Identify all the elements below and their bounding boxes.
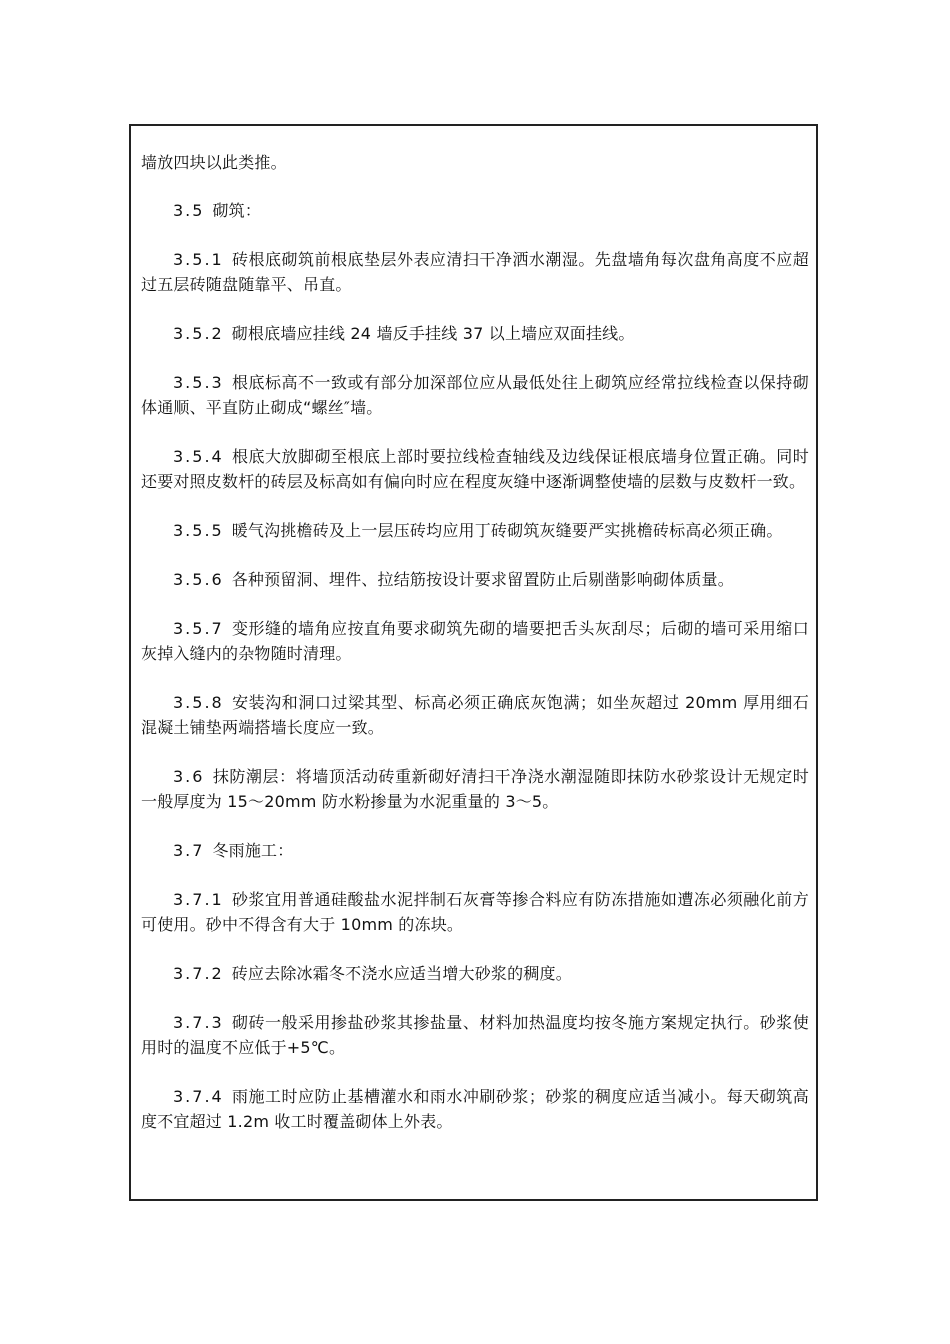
- clause-text: 各种预留洞、埋件、拉结筋按设计要求留置防止后剔凿影响砌体质量。: [231, 570, 734, 589]
- clause-3-5-3: [141, 370, 809, 420]
- clause-number: 3.5.3: [173, 373, 224, 392]
- clause-number: 3.7.1: [173, 890, 224, 909]
- clause-number: 3.5.6: [173, 570, 224, 589]
- clause-text: 砖应去除冰霜冬不浇水应适当增大砂浆的稠度。: [231, 964, 572, 983]
- clause-number: 3.5.2: [173, 324, 224, 343]
- clause-3-7-3: [141, 1010, 809, 1060]
- clause-3-5-7: [141, 616, 809, 666]
- clause-text: 抹防潮层：将墙顶活动砖重新砌好清扫干净浇水潮湿随即抹防水砂浆设计无规定时一般厚度为 15～20mm 防水粉掺量为水泥重量的 3～5。: [141, 767, 809, 811]
- clause-text: 雨施工时应防止基槽灌水和雨水冲刷砂浆；砂浆的稠度应适当减小。每天砌筑高度不宜超过 1.2m 收工时覆盖砌体上外表。: [141, 1087, 809, 1131]
- clause-text: 根底标高不一致或有部分加深部位应从最低处往上砌筑应经常拉线检查以保持砌体通顺、平直防止砌成“螺丝″墙。: [141, 373, 809, 417]
- clause-number: 3.5.8: [173, 693, 224, 712]
- clause-text: 砂浆宜用普通硅酸盐水泥拌制石灰膏等掺合料应有防冻措施如遭冻必须融化前方可使用。砂中不得含有大于 10mm 的冻块。: [141, 890, 809, 934]
- clause-3-5-6: [141, 567, 809, 592]
- document-frame: [129, 124, 818, 1201]
- clause-3-7-2: [141, 961, 809, 986]
- clause-3-6: [141, 764, 809, 814]
- clause-number: 3.5.4: [173, 447, 224, 466]
- clause-text: 砌根底墙应挂线 24 墙反手挂线 37 以上墙应双面挂线。: [231, 324, 635, 343]
- clause-3-5-5: [141, 518, 809, 543]
- clause-text: 暖气沟挑檐砖及上一层压砖均应用丁砖砌筑灰缝要严实挑檐砖标高必须正确。: [231, 521, 783, 540]
- document-body: [141, 150, 809, 1158]
- clause-text: 砌砖一般采用掺盐砂浆其掺盐量、材料加热温度均按冬施方案规定执行。砂浆使用时的温度不应低于+5℃。: [141, 1013, 809, 1057]
- section-number: 3.5: [173, 201, 205, 220]
- clause-text: 砖根底砌筑前根底垫层外表应清扫干净洒水潮湿。先盘墙角每次盘角高度不应超过五层砖随盘随靠平、吊直。: [141, 250, 809, 294]
- section-title: 砌筑：: [212, 201, 262, 220]
- clause-3-7-4: [141, 1084, 809, 1134]
- paragraph-continuation: [141, 150, 809, 175]
- clause-3-5-4: [141, 444, 809, 494]
- section-number: 3.7: [173, 841, 205, 860]
- section-heading-3-5: [141, 198, 809, 223]
- clause-number: 3.5.5: [173, 521, 224, 540]
- clause-3-7-1: [141, 887, 809, 937]
- section-heading-3-7: [141, 838, 809, 863]
- clause-3-5-2: [141, 321, 809, 346]
- clause-text: 根底大放脚砌至根底上部时要拉线检查轴线及边线保证根底墙身位置正确。同时还要对照皮数杆的砖层及标高如有偏向时应在程度灰缝中逐渐调整使墙的层数与皮数杆一致。: [141, 447, 809, 491]
- clause-text: 变形缝的墙角应按直角要求砌筑先砌的墙要把舌头灰刮尽；后砌的墙可采用缩口灰掉入缝内的杂物随时清理。: [141, 619, 809, 663]
- section-title: 冬雨施工：: [212, 841, 294, 860]
- clause-number: 3.5.1: [173, 250, 224, 269]
- paragraph-text: 墙放四块以此类推。: [141, 153, 287, 172]
- clause-number: 3.6: [173, 767, 205, 786]
- clause-number: 3.7.3: [173, 1013, 224, 1032]
- clause-text: 安装沟和洞口过梁其型、标高必须正确底灰饱满；如坐灰超过 20mm 厚用细石混凝土铺垫两端搭墙长度应一致。: [141, 693, 809, 737]
- clause-number: 3.7.4: [173, 1087, 224, 1106]
- clause-3-5-1: [141, 247, 809, 297]
- clause-number: 3.5.7: [173, 619, 224, 638]
- clause-3-5-8: [141, 690, 809, 740]
- clause-number: 3.7.2: [173, 964, 224, 983]
